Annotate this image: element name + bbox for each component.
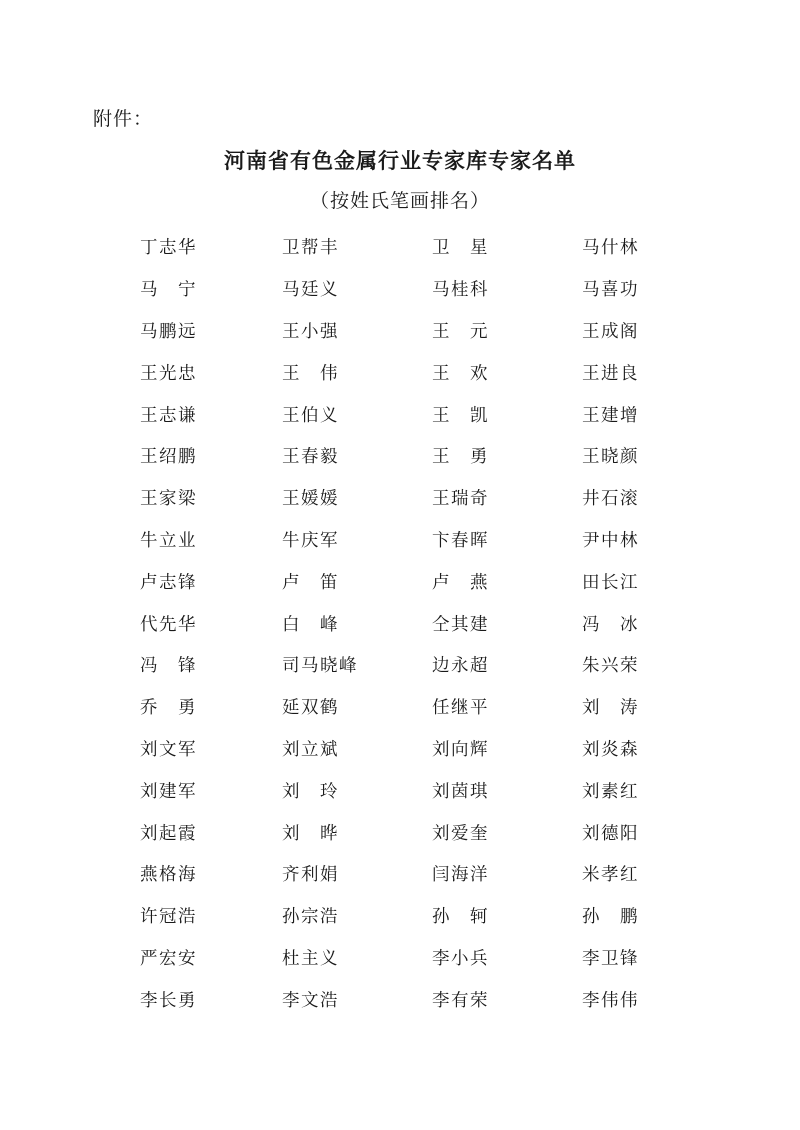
expert-name: 许冠浩 (140, 907, 197, 928)
name-row (140, 686, 660, 728)
name-row (140, 728, 660, 770)
expert-name: 刘 玲 (282, 781, 339, 802)
expert-name: 王进良 (582, 363, 639, 384)
expert-name: 燕格海 (140, 865, 197, 886)
expert-name: 刘德阳 (582, 823, 639, 844)
expert-name-list (140, 226, 660, 1020)
expert-name: 王家梁 (140, 489, 197, 510)
expert-name: 刘茵琪 (432, 781, 489, 802)
name-row (140, 769, 660, 811)
expert-name: 仝其建 (432, 614, 489, 635)
expert-name: 马什林 (582, 238, 639, 259)
name-row (140, 895, 660, 937)
expert-name: 朱兴荣 (582, 656, 639, 677)
expert-name: 刘炎森 (582, 739, 639, 760)
name-row (140, 602, 660, 644)
name-row (140, 393, 660, 435)
expert-name: 王晓颜 (582, 447, 639, 468)
expert-name: 马 宁 (140, 280, 197, 301)
name-row (140, 853, 660, 895)
expert-name: 王伯义 (282, 405, 339, 426)
expert-name: 刘起霞 (140, 823, 197, 844)
expert-name: 闫海洋 (432, 865, 489, 886)
name-row (140, 477, 660, 519)
expert-name: 卢 笛 (282, 572, 339, 593)
expert-name: 卢志锋 (140, 572, 197, 593)
expert-name: 孙 鹏 (582, 907, 639, 928)
expert-name: 王小强 (282, 321, 339, 342)
expert-name: 王 元 (432, 321, 489, 342)
expert-name: 王建增 (582, 405, 639, 426)
expert-name: 王 凯 (432, 405, 489, 426)
name-row (140, 310, 660, 352)
expert-name: 马桂科 (432, 280, 489, 301)
expert-name: 齐利娟 (282, 865, 339, 886)
expert-name: 王成阁 (582, 321, 639, 342)
expert-name: 牛立业 (140, 530, 197, 551)
expert-name: 刘 涛 (582, 698, 639, 719)
expert-name: 孙 轲 (432, 907, 489, 928)
expert-name: 冯 锋 (140, 656, 197, 677)
expert-name: 丁志华 (140, 238, 197, 259)
expert-name: 李长勇 (140, 990, 197, 1011)
document-title: 河南省有色金属行业专家库专家名单 (224, 149, 576, 173)
expert-name: 刘文军 (140, 739, 197, 760)
expert-name: 李小兵 (432, 948, 489, 969)
expert-name: 王志谦 (140, 405, 197, 426)
expert-name: 白 峰 (282, 614, 339, 635)
name-row (140, 519, 660, 561)
expert-name: 司马晓峰 (282, 656, 358, 677)
expert-name: 井石滚 (582, 489, 639, 510)
expert-name: 卫 星 (432, 238, 489, 259)
name-row (140, 811, 660, 853)
name-row (140, 978, 660, 1020)
document-subtitle: （按姓氏笔画排名） (309, 190, 490, 212)
name-row (140, 937, 660, 979)
expert-name: 王媛媛 (282, 489, 339, 510)
expert-name: 刘 晔 (282, 823, 339, 844)
expert-name: 卢 燕 (432, 572, 489, 593)
expert-name: 边永超 (432, 656, 489, 677)
name-row (140, 435, 660, 477)
expert-name: 牛庆军 (282, 530, 339, 551)
expert-name: 李文浩 (282, 990, 339, 1011)
name-row (140, 644, 660, 686)
name-row (140, 351, 660, 393)
expert-name: 米孝红 (582, 865, 639, 886)
expert-name: 王瑞奇 (432, 489, 489, 510)
expert-name: 严宏安 (140, 948, 197, 969)
expert-name: 马廷义 (282, 280, 339, 301)
expert-name: 乔 勇 (140, 698, 197, 719)
expert-name: 王绍鹏 (140, 447, 197, 468)
expert-name: 王 勇 (432, 447, 489, 468)
expert-name: 尹中林 (582, 530, 639, 551)
expert-name: 马鹏远 (140, 321, 197, 342)
expert-name: 王 欢 (432, 363, 489, 384)
name-row (140, 268, 660, 310)
name-row (140, 226, 660, 268)
expert-name: 代先华 (140, 614, 197, 635)
expert-name: 刘向辉 (432, 739, 489, 760)
expert-name: 田长江 (582, 572, 639, 593)
expert-name: 王春毅 (282, 447, 339, 468)
expert-name: 刘立斌 (282, 739, 339, 760)
name-row (140, 560, 660, 602)
expert-name: 刘爱奎 (432, 823, 489, 844)
expert-name: 卞春晖 (432, 530, 489, 551)
expert-name: 王光忠 (140, 363, 197, 384)
expert-name: 延双鹤 (282, 698, 339, 719)
expert-name: 李有荣 (432, 990, 489, 1011)
expert-name: 任继平 (432, 698, 489, 719)
expert-name: 李伟伟 (582, 990, 639, 1011)
expert-name: 刘素红 (582, 781, 639, 802)
expert-name: 马喜功 (582, 280, 639, 301)
expert-name: 杜主义 (282, 948, 339, 969)
expert-name: 王 伟 (282, 363, 339, 384)
expert-name: 刘建军 (140, 781, 197, 802)
expert-name: 李卫锋 (582, 948, 639, 969)
attachment-label: 附件： (93, 108, 154, 130)
expert-name: 卫帮丰 (282, 238, 339, 259)
expert-name: 冯 冰 (582, 614, 639, 635)
expert-name: 孙宗浩 (282, 907, 339, 928)
